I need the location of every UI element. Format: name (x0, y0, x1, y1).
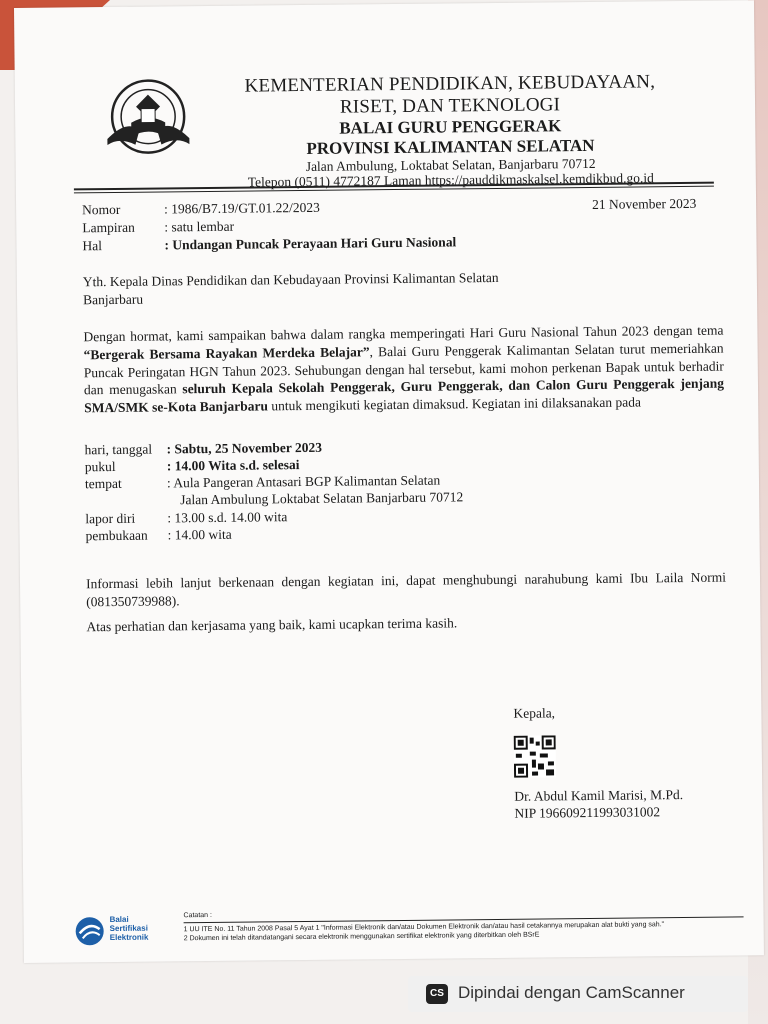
tempat-value-line1: : Aula Pangeran Antasari BGP Kalimantan Selatan (166, 472, 441, 491)
lapor-label: lapor diri (85, 510, 136, 527)
bsre-logo (73, 912, 173, 949)
hal-value: : Undangan Puncak Perayaan Hari Guru Nasional (164, 234, 457, 253)
body-text-a: Dengan hormat, kami sampaikan bahwa dalam rangka memperingati Hari Guru Nasional Tahun 2023 dengan tema (83, 322, 724, 345)
body-text-b: , Balai Guru Penggerak Kalimantan Selatan turut memeriahkan Puncak Peringatan HGN Tahun 2023. Sehubungan dengan hal tersebut, kami mohon perkenan Bapak untuk berhadir dan menugaskan (83, 340, 724, 398)
tempat-label: tempat (84, 475, 122, 492)
bsre-emblem-icon (74, 915, 106, 947)
nomor-label: Nomor (82, 201, 121, 218)
body-text-c: untuk mengikuti kegiatan dimaksud. Kegiatan ini dilaksanakan pada (267, 394, 642, 414)
footer-notes (183, 905, 743, 943)
signature-title: Kepala, (513, 705, 556, 721)
camscanner-watermark (408, 976, 748, 1012)
hari-label: hari, tanggal (84, 441, 153, 458)
hal-label: Hal (82, 238, 103, 254)
letter-date: 21 November 2023 (592, 195, 697, 212)
info-paragraph: Informasi lebih lanjut berkenaan dengan kegiatan ini, dapat menghubungi narahubung kami Ibu Laila Normi (081350739988). (85, 569, 727, 610)
letterhead-province: PROVINSI KALIMANTAN SELATAN (306, 135, 595, 158)
lampiran-value: : satu lembar (164, 218, 235, 235)
catatan-label: Catatan : (183, 911, 212, 920)
signatory-nip: NIP 196609211993031002 (514, 804, 661, 821)
letterhead-contact: Telepon (0511) 4772187 Laman https://pauddikmaskalsel.kemdikbud.go.id (247, 170, 654, 190)
body-paragraph (83, 322, 724, 418)
tut-wuri-handayani-logo-icon (97, 78, 200, 157)
bsre-line3: Elektronik (109, 932, 149, 943)
lampiran-label: Lampiran (82, 219, 135, 236)
pembukaan-label: pembukaan (85, 527, 148, 544)
bsre-line2: Sertifikasi (109, 923, 148, 934)
footer-note-2: 2 Dokumen ini telah ditandatangani secara elektronik menggunakan sertifikat elektronik yang diterbitkan oleh BSrE (183, 931, 540, 943)
body-invitees: seluruh Kepala Sekolah Penggerak, Guru Penggerak, dan Calon Guru Penggerak jenjang SMA/SMK se-Kota Banjarbaru (84, 375, 725, 416)
tempat-value-line2: Jalan Ambulung Loktabat Selatan Banjarbaru 70712 (180, 489, 464, 508)
recipient-line2: Banjarbaru (82, 291, 144, 308)
qr-code-icon (514, 735, 556, 777)
footer-note-1: 1 UU ITE No. 11 Tahun 2008 Pasal 5 Ayat 1 "Informasi Elektronik dan/atau Dokumen Elektronik dan/atau hasil cetakannya merupakan alat bukti yang sah." (183, 921, 665, 934)
pembukaan-value: : 14.00 wita (167, 526, 232, 543)
pukul-label: pukul (84, 458, 116, 475)
letterhead-ministry-line1: KEMENTERIAN PENDIDIKAN, KEBUDAYAAN, (244, 71, 656, 97)
letter-page (14, 0, 764, 963)
recipient-line1: Yth. Kepala Dinas Pendidikan dan Kebudayaan Provinsi Kalimantan Selatan (82, 269, 499, 290)
nomor-value: : 1986/B7.19/GT.01.22/2023 (164, 199, 320, 217)
letterhead (215, 71, 686, 191)
camscanner-label: Dipindai dengan CamScanner (458, 983, 685, 1002)
body-theme: “Bergerak Bersama Rayakan Merdeka Belajar” (83, 344, 370, 363)
pukul-value: : 14.00 Wita s.d. selesai (166, 457, 300, 474)
signatory-name: Dr. Abdul Kamil Marisi, M.Pd. (514, 787, 684, 804)
closing-paragraph: Atas perhatian dan kerjasama yang baik, kami ucapkan terima kasih. (86, 615, 458, 635)
letterhead-unit: BALAI GURU PENGGERAK (339, 116, 562, 138)
letterhead-address: Jalan Ambulung, Loktabat Selatan, Banjarbaru 70712 (305, 155, 596, 174)
bsre-line1: Balai (109, 914, 129, 925)
lapor-value: : 13.00 s.d. 14.00 wita (167, 509, 288, 526)
hari-value: : Sabtu, 25 November 2023 (166, 439, 323, 457)
letterhead-ministry-line2: RISET, DAN TEKNOLOGI (339, 94, 561, 118)
camscanner-icon: CS (426, 984, 448, 1004)
